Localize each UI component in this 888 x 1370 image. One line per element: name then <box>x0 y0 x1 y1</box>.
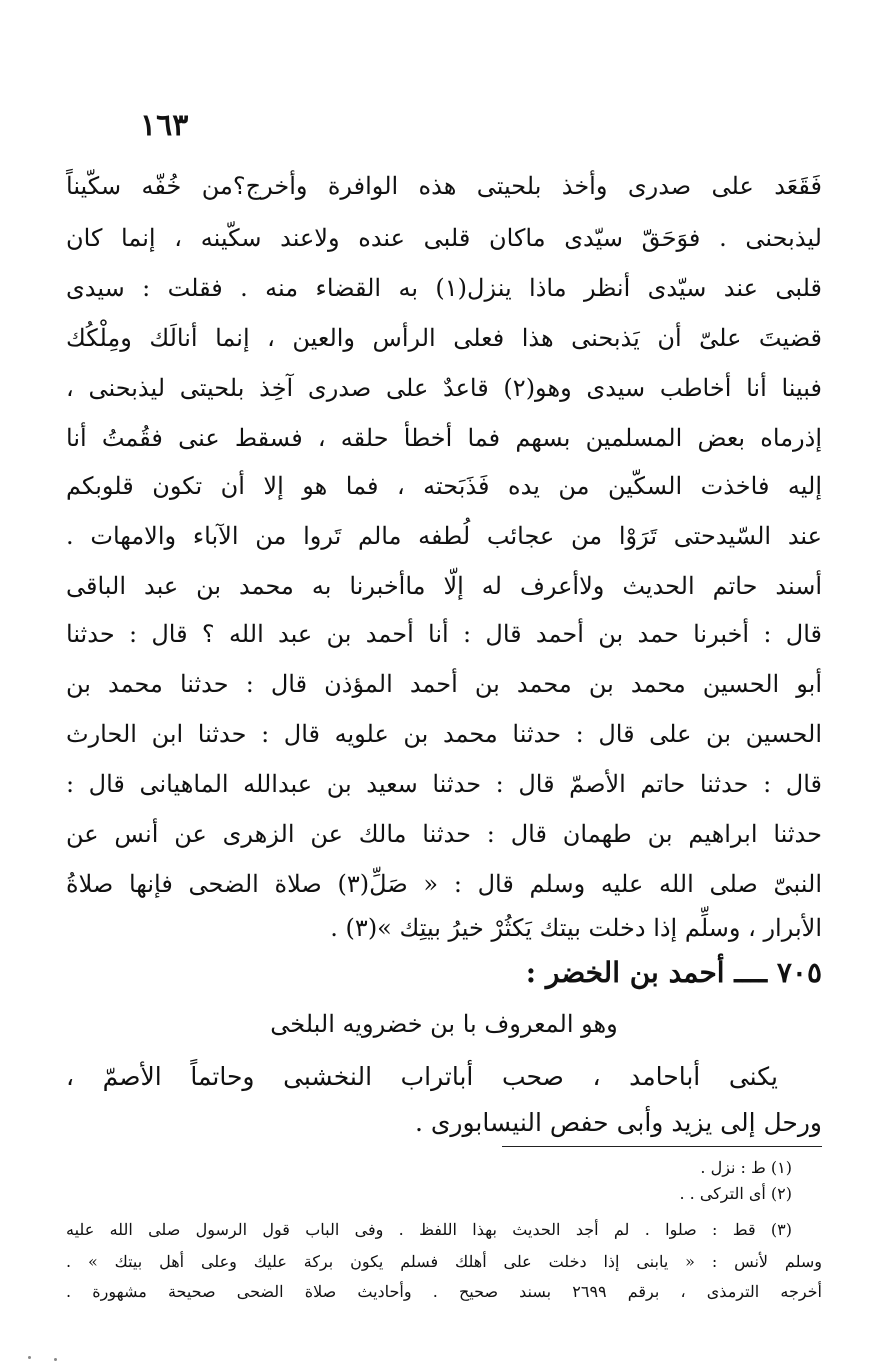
body-line: إذرماه بعض المسلمين بسهم فما أخطأ حلقه ، فسقط عنى فقُمتُ أنا <box>66 424 822 452</box>
body-line: قال : أخبرنا حمد بن أحمد قال : أنا أحمد بن عبد الله ؟ قال : حدثنا <box>66 620 822 648</box>
body-line: ليذبحنى . فوَحَقّ سيّدى ماكان قلبى عنده ولاعند سكّينه ، إنما كان <box>66 224 822 252</box>
body-line: فبينا أنا أخاطب سيدى وهو(٢) قاعدٌ على صدرى آخِذ بلحيتى ليذبحنى ، <box>66 374 822 402</box>
footnote: (٢) أى التركى . . <box>679 1184 792 1203</box>
footnote: وسلم لأنس : « يابنى إذا دخلت على أهلك فسلم يكون بركة عليك وعلى أهل بيتك » . <box>66 1252 822 1271</box>
entry-line: ورحل إلى يزيد وأبى حفص النيسابورى . <box>414 1108 822 1137</box>
footnote: (٣) قط : صلوا . لم أجد الحديث بهذا اللفظ . وفى الباب قول الرسول صلى الله عليه <box>66 1220 792 1239</box>
entry-heading: ٧٠٥ ــــ أحمد بن الخضر : <box>525 956 822 989</box>
footnote: (١) ط : نزل . <box>700 1158 792 1177</box>
body-line: عند السّيدحتى تَرَوْا من عجائب لُطفه مالم تَروا من الآباء والامهات . <box>66 522 822 550</box>
body-line: فَقَعَد على صدرى وأخذ بلحيتى هذه الوافرة وأخرج؟من خُفّه سكّيناً <box>66 172 822 200</box>
page-number: ١٦٣ <box>140 108 189 143</box>
body-line: قال : حدثنا حاتم الأصمّ قال : حدثنا سعيد بن عبدالله الماهيانى قال : <box>66 770 822 798</box>
scan-speck <box>28 1356 31 1359</box>
body-line: أسند حاتم الحديث ولاأعرف له إلّا ماأخبرنا به محمد بن عبد الباقى <box>66 572 822 600</box>
body-line: حدثنا ابراهيم بن طهمان قال : حدثنا مالك عن الزهرى عن أنس عن <box>66 820 822 848</box>
body-line: قضيتَ علىّ أن يَذبحنى هذا فعلى الرأس والعين ، إنما أنالَك ومِلْكُك <box>66 324 822 352</box>
body-line: قلبى عند سيّدى أنظر ماذا ينزل(١) به القضاء منه . فقلت : سيدى <box>66 274 822 302</box>
body-line: إليه فاخذت السكّين من يده فَذَبَحته ، فما هو إلا أن تكون قلوبكم <box>66 472 822 500</box>
body-line: النبىّ صلى الله عليه وسلم قال : « صَلِّ(٣) صلاة الضحى فإنها صلاةُ <box>66 870 822 898</box>
body-line: أبو الحسين محمد بن محمد بن أحمد المؤذن قال : حدثنا محمد بن <box>66 670 822 698</box>
footnote: أخرجه الترمذى ، برقم ٢٦٩٩ بسند صحيح . وأحاديث صلاة الضحى صحيحة مشهورة . <box>66 1282 823 1301</box>
scan-speck <box>54 1358 57 1361</box>
entry-line: يكنى أباحامد ، صحب أباتراب النخشبى وحاتماً الأصمّ ، <box>66 1062 778 1091</box>
body-line: الأبرار ، وسلِّم إذا دخلت بيتك يَكثُرْ خيرُ بيتِك »(٣) . <box>330 914 822 942</box>
body-line: الحسين بن على قال : حدثنا محمد بن علويه قال : حدثنا ابن الحارث <box>66 720 822 748</box>
entry-subheading: وهو المعروف با بن خضرويه البلخى <box>270 1010 618 1038</box>
footnote-divider <box>502 1146 822 1147</box>
